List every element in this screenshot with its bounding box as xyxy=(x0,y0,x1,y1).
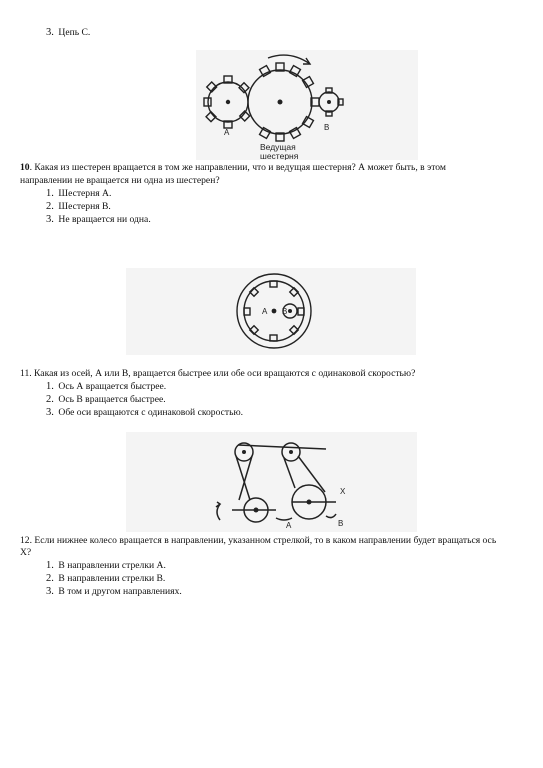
option-number: 1. xyxy=(46,381,54,392)
axis-a-label: A xyxy=(262,307,268,316)
option-text: Шестерня В. xyxy=(58,201,111,212)
option-item xyxy=(46,188,111,199)
option-text: В том и другом направлениях. xyxy=(58,586,182,597)
gear-a-label: A xyxy=(224,128,230,137)
option-number: 2. xyxy=(46,201,54,212)
rotation-arrow-icon xyxy=(268,55,310,64)
belt-icon xyxy=(236,456,250,500)
arrow-b-label: B xyxy=(338,519,344,528)
option-number: 1. xyxy=(46,188,54,199)
option-text: Ось В вращается быстрее. xyxy=(58,394,166,405)
option-item xyxy=(46,560,166,571)
internal-gear-figure xyxy=(126,268,416,355)
question-11-text: 11. Какая из осей, А или В, вращается быстрее или обе оси вращаются с одинаковой скоростью? xyxy=(20,368,416,379)
option-number: 3. xyxy=(46,27,54,38)
option-text: Обе оси вращаются с одинаковой скоростью. xyxy=(58,407,244,418)
arrow-a-icon xyxy=(276,518,292,520)
option-number: 3. xyxy=(46,407,54,418)
option-number: 1. xyxy=(46,560,54,571)
driving-gear-caption-2: шестерня xyxy=(260,151,299,160)
option-text: Ось А вращается быстрее. xyxy=(58,381,167,392)
option-text: В направлении стрелки А. xyxy=(58,560,166,571)
option-text: В направлении стрелки В. xyxy=(58,573,166,584)
option-item xyxy=(46,586,182,597)
belt-icon xyxy=(284,458,295,488)
arrow-b-icon xyxy=(326,514,336,518)
gear-b-label: B xyxy=(324,123,330,132)
question-10-line-1 xyxy=(20,162,446,173)
arrow-a-label: A xyxy=(286,521,292,530)
option-item xyxy=(46,201,111,212)
question-number: 10 xyxy=(20,162,30,173)
driving-gear-teeth-icon xyxy=(260,63,319,141)
belt-icon xyxy=(239,456,252,500)
option-number: 3. xyxy=(46,214,54,225)
option-item xyxy=(46,214,151,225)
question-text: . Какая из шестерен вращается в том же направлении, что и ведущая шестерня? А может быть, в этом xyxy=(29,162,446,173)
gears-figure xyxy=(196,50,418,160)
axis-x-label: X xyxy=(340,487,346,496)
option-item xyxy=(46,407,243,418)
option-text: Не вращается ни одна. xyxy=(58,214,151,225)
option-item xyxy=(46,27,90,38)
pulley-belt-figure xyxy=(126,432,417,532)
option-text: Шестерня А. xyxy=(58,188,112,199)
option-number: 2. xyxy=(46,394,54,405)
option-text: Цепь С. xyxy=(58,27,91,38)
driving-gear-caption: Ведущая xyxy=(260,142,296,152)
option-item xyxy=(46,394,166,405)
option-number: 2. xyxy=(46,573,54,584)
question-12-line-1: 12. Если нижнее колесо вращается в направлении, указанном стрелкой, то в каком направлении будет вращаться ось xyxy=(20,535,497,546)
question-12-line-2: Х? xyxy=(20,547,32,558)
option-item xyxy=(46,381,166,392)
option-item xyxy=(46,573,165,584)
option-number: 3. xyxy=(46,586,54,597)
question-10-line-2: направлении не вращается ни одна из шестерен? xyxy=(20,175,220,186)
axis-b-label: B xyxy=(282,307,288,316)
